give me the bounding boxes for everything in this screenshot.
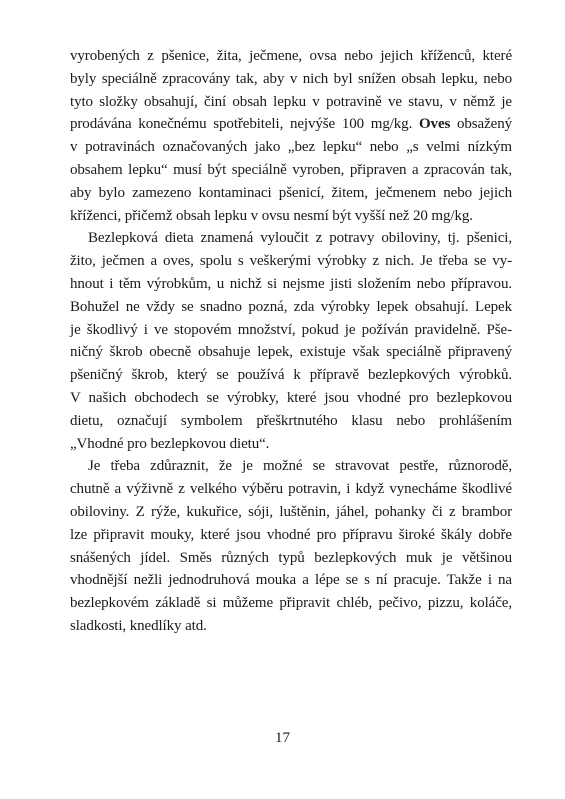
text-line: lze připravit mouky, které jsou vhodné pro přípravu široké škály dobře <box>70 526 512 543</box>
text-line: hnout i těm výrobkům, u nichž si nejsme jisti složením nebo přípravou. <box>70 275 512 292</box>
page-number: 17 <box>275 730 290 746</box>
paragraph-3 <box>70 455 512 637</box>
text-line: chutně a výživně z velkého výběru potravin, i když vynecháme škodlivé <box>70 481 512 498</box>
text-line: V našich obchodech se výrobky, které jsou vhodné pro bezlepkovou <box>70 389 512 406</box>
text-line: Je třeba zdůraznit, že je možné se stravovat pestře, různorodě, <box>88 458 512 475</box>
text-line: sladkosti, knedlíky atd. <box>70 617 207 634</box>
text-line <box>70 113 512 136</box>
text-line: vyrobených z pšenice, žita, ječmene, ovsa nebo jejich kříženců, které <box>70 48 512 64</box>
text-line: ničný škrob obecně obsahuje lepek, existuje však speciálně připravený <box>70 344 512 361</box>
text-line: tyto složky obsahují, činí obsah lepku v potravině ve stavu, v němž je <box>70 93 512 110</box>
text-line: obsahem lepku“ musí být speciálně vyroben, připraven a zpracován tak, <box>70 161 512 178</box>
text-line: vhodnější nežli jednodruhová mouka a lépe se s ní pracuje. Takže i na <box>70 572 512 589</box>
text-line: dietu, označují symbolem přeškrtnutého klasu nebo prohlášením <box>70 412 512 429</box>
text-line: Bezlepková dieta znamená vyloučit z potravy obiloviny, tj. pšenici, <box>88 230 512 247</box>
text-line: byly speciálně zpracovány tak, aby v nich byl snížen obsah lepku, nebo <box>70 70 512 87</box>
text-line: pšeničný škrob, který se používá k přípravě bezlepkových výrobků. <box>70 367 512 384</box>
text-line: je škodlivý i ve stopovém množství, pokud je požíván pravidelně. Pše- <box>70 321 512 338</box>
text-line: Bohužel ne vždy se snadno pozná, zda výrobky lepek obsahují. Lepek <box>70 298 512 315</box>
paragraph-2 <box>70 227 512 455</box>
text-line: žito, ječmen a oves, spolu s veškerými výrobky z nich. Je třeba se vy- <box>70 253 512 270</box>
text-line: v potravinách označovaných jako „bez lepku“ nebo „s velmi nízkým <box>70 139 512 156</box>
text-line: snášených jídel. Směs různých typů bezlepkových muk je většinou <box>70 549 512 566</box>
text-run: obsažený <box>450 116 512 133</box>
body-text <box>70 45 512 638</box>
text-line: kříženci, přičemž obsah lepku v ovsu nesmí být vyšší než 20 mg/kg. <box>70 207 473 224</box>
text-line: „Vhodné pro bezlepkovou dietu“. <box>70 435 270 452</box>
text-line: aby bylo zamezeno kontaminaci pšenicí, žitem, ječmenem nebo jejich <box>70 184 512 201</box>
text-run: prodávána konečnému spotřebiteli, nejvýše 100 mg/kg. <box>70 116 419 133</box>
paragraph-1 <box>70 45 512 227</box>
bold-term-oves: Oves <box>418 116 451 133</box>
text-line: bezlepkovém základě si můžeme připravit chléb, pečivo, pizzu, koláče, <box>70 595 512 612</box>
text-line: obiloviny. Z rýže, kukuřice, sóji, luštěnin, jáhel, pohanky či z brambor <box>70 503 512 520</box>
